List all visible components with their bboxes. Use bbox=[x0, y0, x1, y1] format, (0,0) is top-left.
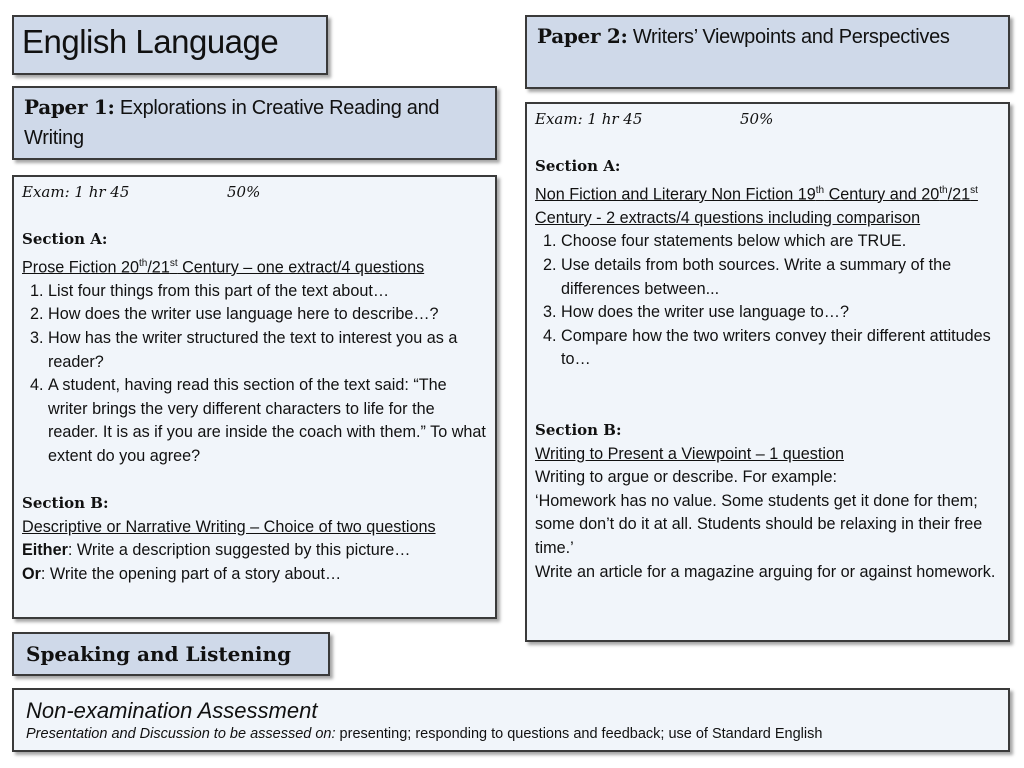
nea-box bbox=[12, 688, 1010, 752]
paper2-section-a-heading: Section A: bbox=[535, 157, 621, 176]
paper2-name: Writers’ Viewpoints and Perspectives bbox=[632, 26, 950, 48]
paper2-header bbox=[525, 15, 1010, 89]
paper1-section-b-heading: Section B: bbox=[22, 494, 109, 513]
paper2-section-b-title: Writing to Present a Viewpoint – 1 question bbox=[535, 444, 844, 463]
paper2-section-b-heading: Section B: bbox=[535, 421, 622, 440]
paper1-exam: Exam: 1 hr 45 bbox=[22, 183, 130, 201]
paper2-section-b-line2: Write an article for a magazine arguing for or against homework. bbox=[535, 562, 996, 581]
paper2-section-a-title: Non Fiction and Literary Non Fiction 19th Century and 20th/21st Century - 2 extracts/4 questions including comparison bbox=[535, 184, 978, 227]
paper2-section-b-line1: Writing to argue or describe. For example: bbox=[535, 468, 837, 487]
paper1-name: Explorations in Creative Reading and Writing bbox=[24, 97, 440, 149]
paper2-label: Paper 2: bbox=[537, 24, 628, 48]
paper1-question-list bbox=[22, 280, 487, 469]
list-item: 4. A student, having read this section of the text said: “The writer brings the very different characters to life for the reader. It is as if you are inside the coach with them.” To what extent do you agree? bbox=[48, 374, 487, 468]
paper1-label: Paper 1: bbox=[24, 95, 115, 119]
speaking-listening-box bbox=[12, 632, 330, 676]
paper1-section-a-heading: Section A: bbox=[22, 230, 108, 249]
paper1-weight: 50% bbox=[227, 183, 261, 201]
paper2-weight: 50% bbox=[740, 110, 774, 128]
paper1-section-b-title: Descriptive or Narrative Writing – Choice of two questions bbox=[22, 517, 436, 536]
paper1-section-a-title: Prose Fiction 20th/21st Century – one extract/4 questions bbox=[22, 257, 425, 277]
paper1-content bbox=[12, 175, 497, 619]
list-item: 2. How does the writer use language here to describe…? bbox=[48, 303, 487, 327]
paper1-header bbox=[12, 86, 497, 160]
list-item: 1. Choose four statements below which are TRUE. bbox=[561, 230, 1000, 254]
list-item: 3. How does the writer use language to…? bbox=[561, 301, 1000, 325]
paper2-section-b-quote: ‘Homework has no value. Some students get it done for them; some don’t do it at all. Students should be relaxing in their free time.’ bbox=[535, 491, 983, 558]
page-title-box bbox=[12, 15, 328, 75]
paper2-exam: Exam: 1 hr 45 bbox=[535, 110, 643, 128]
nea-description: Presentation and Discussion to be assessed on: presenting; responding to questions and feedback; use of Standard English bbox=[26, 726, 823, 742]
page-title: English Language bbox=[22, 23, 279, 60]
list-item: 2. Use details from both sources. Write a summary of the differences between... bbox=[561, 254, 1000, 301]
paper2-question-list bbox=[535, 230, 1000, 372]
list-item: 3. How has the writer structured the text to interest you as a reader? bbox=[48, 327, 487, 374]
paper2-content bbox=[525, 102, 1010, 642]
list-item: 4. Compare how the two writers convey their different attitudes to… bbox=[561, 325, 1000, 372]
paper1-either: Either: Write a description suggested by this picture… bbox=[22, 541, 411, 560]
paper1-or: Or: Write the opening part of a story about… bbox=[22, 564, 342, 583]
list-item: 1. List four things from this part of the text about… bbox=[48, 280, 487, 304]
nea-title: Non-examination Assessment bbox=[26, 698, 318, 723]
speaking-listening-title: Speaking and Listening bbox=[26, 642, 292, 666]
